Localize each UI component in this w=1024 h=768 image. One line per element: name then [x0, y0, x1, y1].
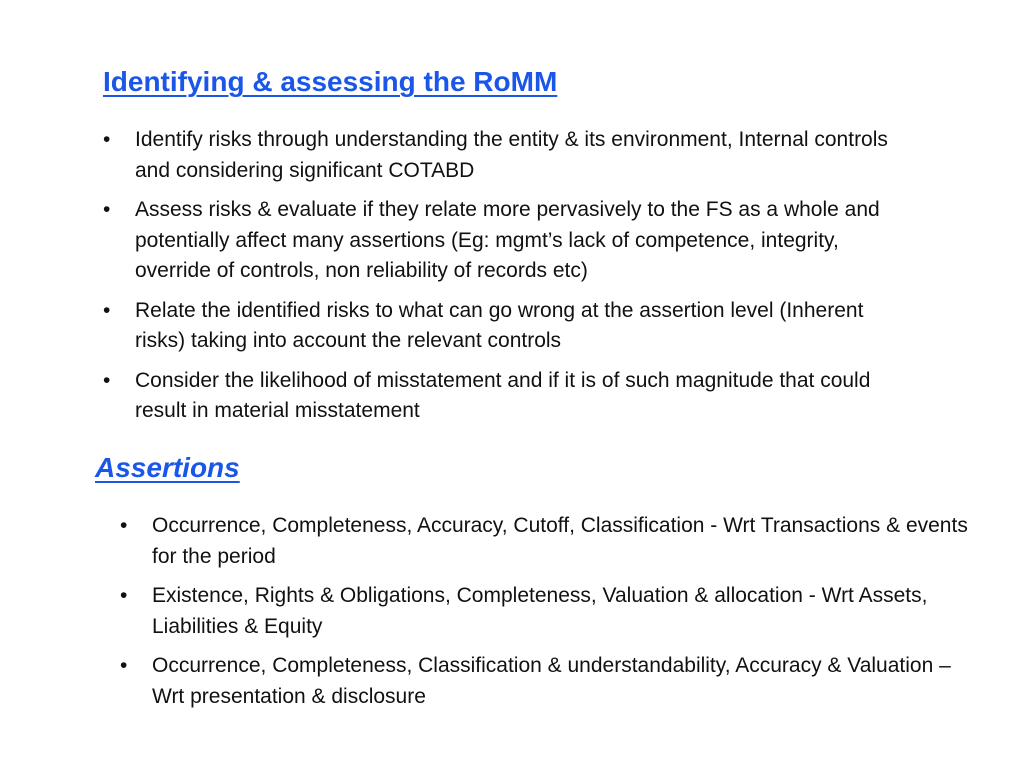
list-item	[120, 581, 980, 642]
section-title-assertions: Assertions	[95, 452, 240, 483]
list-item-text: Relate the identified risks to what can go wrong at the assertion level (Inherent risks) taking into account the relevant controls	[135, 298, 864, 352]
bullet-icon: •	[120, 654, 128, 677]
bullet-icon: •	[103, 298, 111, 322]
list-item	[103, 195, 903, 287]
list-item	[103, 296, 903, 357]
list-item-text: Identify risks through understanding the entity & its environment, Internal controls and considering significant COTABD	[135, 128, 888, 182]
list-item-text: Assess risks & evaluate if they relate more pervasively to the FS as a whole and potentially affect many assertions (Eg: mgmt’s lack of competence, integrity, override of controls, non reliability of records etc)	[135, 198, 880, 282]
list-item-text: Occurrence, Completeness, Accuracy, Cutoff, Classification - Wrt Transactions & events for the period	[152, 514, 968, 568]
list-item	[120, 511, 980, 572]
list-item-text: Occurrence, Completeness, Classification & understandability, Accuracy & Valuation – Wrt presentation & disclosure	[152, 654, 951, 708]
bullet-icon: •	[103, 198, 111, 221]
section-title-romm: Identifying & assessing the RoMM	[103, 66, 558, 97]
list-item	[103, 366, 903, 427]
bullet-icon: •	[103, 128, 111, 151]
romm-bullet-list	[103, 125, 903, 436]
list-item-text: Consider the likelihood of misstatement and if it is of such magnitude that could result in material misstatement	[135, 368, 871, 422]
bullet-icon: •	[103, 368, 111, 392]
bullet-icon: •	[120, 584, 128, 607]
list-item-text: Existence, Rights & Obligations, Completeness, Valuation & allocation - Wrt Assets, Liabilities & Equity	[152, 584, 928, 638]
assertions-bullet-list	[120, 511, 980, 721]
list-item	[103, 125, 903, 186]
list-item	[120, 651, 980, 712]
bullet-icon: •	[120, 514, 128, 537]
